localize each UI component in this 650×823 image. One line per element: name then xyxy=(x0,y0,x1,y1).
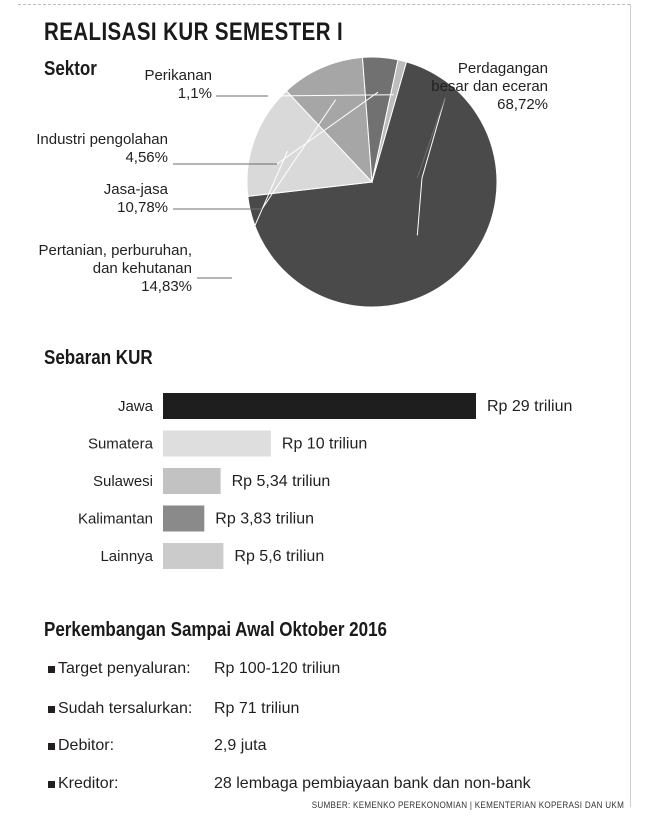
pie-value-label: 1,1% xyxy=(177,85,212,102)
bar-value-label: Rp 3,83 triliun xyxy=(215,510,315,528)
pie-label: besar dan eceran xyxy=(431,78,548,95)
bar-value-label: Rp 29 triliun xyxy=(487,398,573,415)
pie-label: Pertanian, perburuhan, xyxy=(38,242,192,259)
bullet-square-icon xyxy=(48,743,55,750)
perkembangan-title: Perkembangan Sampai Awal Oktober 2016 xyxy=(44,619,387,641)
bullet-square-icon xyxy=(48,706,55,713)
pie-value-label: 4,56% xyxy=(125,149,168,166)
bar-category-label: Sumatera xyxy=(87,435,153,453)
pie-value-label: 68,72% xyxy=(497,96,548,113)
bar-category-label: Sulawesi xyxy=(92,473,153,490)
pie-label: Jasa-jasa xyxy=(103,181,168,198)
pie-label: Perdagangan xyxy=(457,60,548,77)
bar-value-label: Rp 5,6 triliun xyxy=(234,548,325,565)
bar-value-label: Rp 5,34 triliun xyxy=(231,473,331,490)
pie-label: Perikanan xyxy=(144,67,212,84)
info-value: 28 lembaga pembiayaan bank dan non-bank xyxy=(214,775,531,792)
bullet-square-icon xyxy=(48,781,55,788)
main-title: REALISASI KUR SEMESTER I xyxy=(44,18,344,46)
source-note: SUMBER: KEMENKO PEREKONOMIAN | KEMENTERIAN KOPERASI DAN UKM xyxy=(311,800,624,810)
info-label: Target penyaluran: xyxy=(58,660,191,677)
bar-value-label: Rp 10 triliun xyxy=(281,435,368,453)
info-label: Kreditor: xyxy=(58,775,119,792)
bar-category-label: Lainnya xyxy=(100,548,153,565)
sebaran-title: Sebaran KUR xyxy=(44,347,153,369)
info-value: Rp 100-120 triliun xyxy=(214,660,341,677)
bar-kalimantan xyxy=(163,506,204,532)
pie-value-label: 14,83% xyxy=(141,278,192,295)
info-value: 2,9 juta xyxy=(214,737,267,754)
bar-sumatera xyxy=(163,431,271,457)
pie-value-label: 10,78% xyxy=(117,199,168,216)
bar-category-label: Kalimantan xyxy=(77,510,153,528)
info-label: Debitor: xyxy=(58,737,115,754)
bar-jawa xyxy=(163,393,476,419)
bar-lainnya xyxy=(163,543,223,569)
info-value: Rp 71 triliun xyxy=(214,700,300,717)
bullet-square-icon xyxy=(48,666,55,673)
pie-label: Industri pengolahan xyxy=(36,131,168,148)
pie-label: dan kehutanan xyxy=(92,260,192,277)
bar-sulawesi xyxy=(163,468,221,494)
sektor-title: Sektor xyxy=(44,58,97,80)
bar-category-label: Jawa xyxy=(117,398,153,415)
info-label: Sudah tersalurkan: xyxy=(58,700,193,717)
